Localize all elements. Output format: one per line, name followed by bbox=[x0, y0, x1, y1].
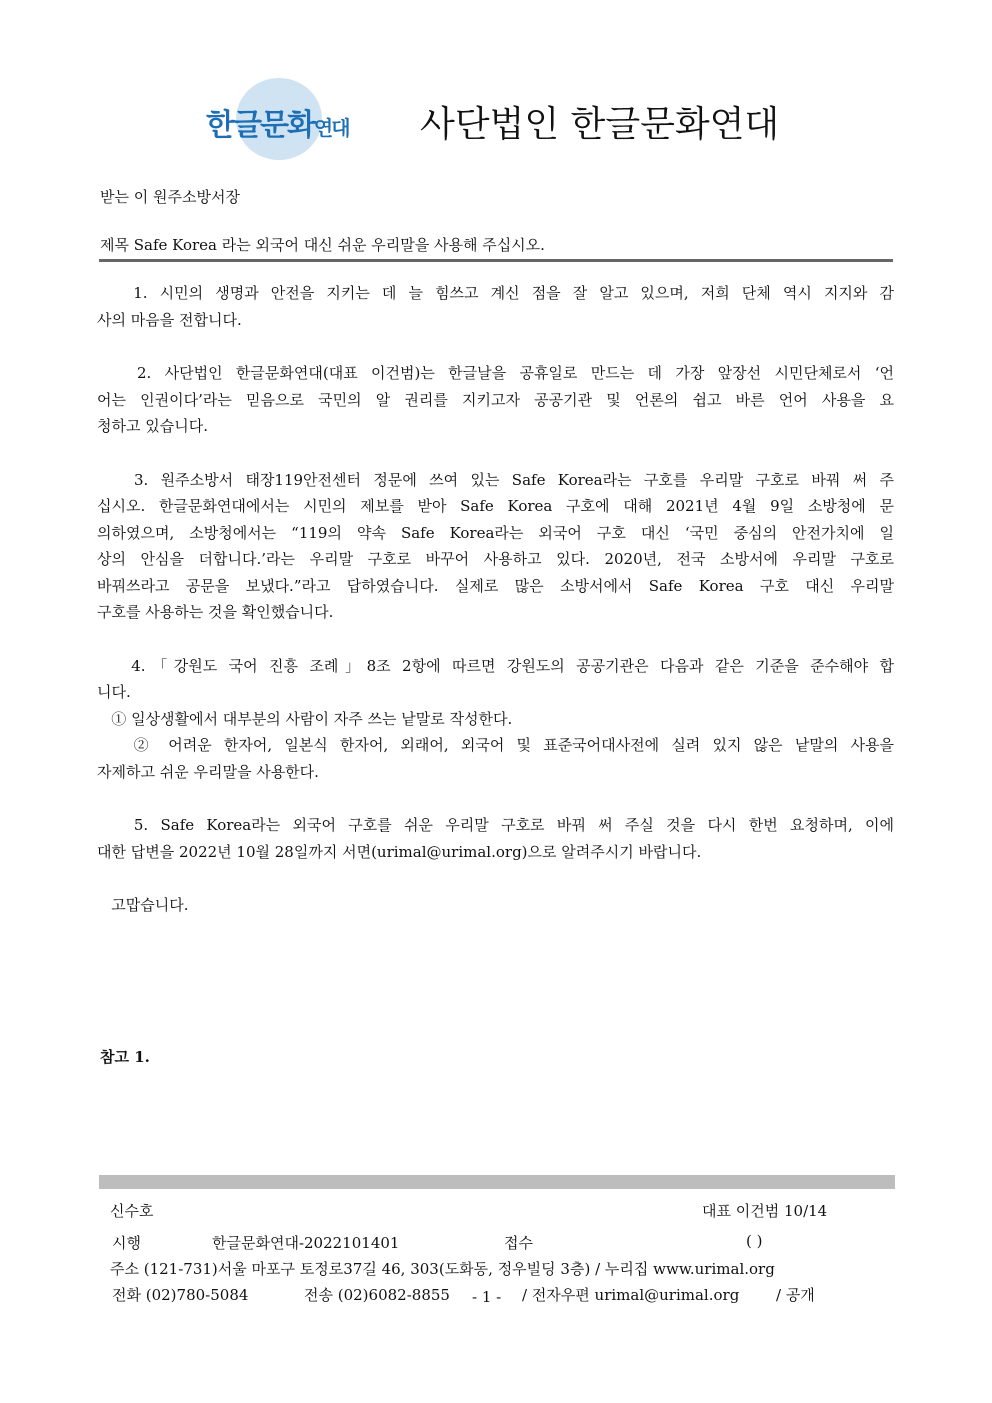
paragraph-6 bbox=[97, 892, 894, 919]
address: 주소 (121-731)서울 마포구 토정로37길 46, 303(도화동, 정우빌딩 3층) / 누리집 www.urimal.org bbox=[110, 1260, 775, 1278]
logo-text: 한글문화 bbox=[206, 108, 314, 143]
email: / 전자우편 urimal@urimal.org bbox=[522, 1286, 740, 1304]
text-line: 구호를 사용하는 것을 확인했습니다. bbox=[97, 603, 334, 621]
text-line: 바꿔쓰라고 공문을 보냈다.”라고 답하였습니다. 실제로 많은 소방서에서 Safe Korea 구호 대신 우리말 bbox=[97, 576, 894, 595]
text-line: 십시오. 한글문화연대에서는 시민의 제보를 받아 Safe Korea 구호에 대해 2021년 4월 9일 소방청에 문 bbox=[97, 497, 894, 515]
issue-number: 한글문화연대-2022101401 bbox=[212, 1234, 400, 1252]
recipient: 받는 이 원주소방서장 bbox=[100, 188, 240, 206]
text-line: 사의 마음을 전합니다. bbox=[97, 310, 242, 329]
issue-label: 시행 bbox=[112, 1234, 141, 1252]
text-line: 3. 원주소방서 태장119안전센터 정문에 쓰여 있는 Safe Korea라는 구호를 우리말 구호로 바꿔 써 주 bbox=[97, 470, 894, 489]
logo-text-small: 연대 bbox=[313, 116, 349, 140]
text-line: 대한 답변을 2022년 10월 28일까지 서면(urimal@urimal.org)으로 알려주시기 바랍니다. bbox=[97, 842, 702, 861]
text-line: 니다. bbox=[97, 683, 131, 701]
subject: 제목 Safe Korea 라는 외국어 대신 쉬운 우리말을 사용해 주십시오. bbox=[100, 236, 545, 254]
text-line: 2. 사단법인 한글문화연대(대표 이건범)는 한글날을 공휴일로 만드는 데 가장 앞장선 시민단체로서 ‘언 bbox=[97, 364, 894, 382]
text-line: 5. Safe Korea라는 외국어 구호를 쉬운 우리말 구호로 바꿔 써 주실 것을 다시 한번 요청하며, 이에 bbox=[97, 816, 894, 834]
letter-body bbox=[97, 280, 894, 919]
text-line: 자제하고 쉬운 우리말을 사용한다. bbox=[97, 762, 319, 781]
public-status: / 공개 bbox=[776, 1286, 815, 1304]
paragraph-4 bbox=[97, 653, 894, 786]
org-name: 사단법인 한글문화연대 bbox=[420, 104, 780, 145]
text-line: 4.「강원도 국어 진흥 조례」8조 2항에 따르면 강원도의 공공기관은 다음과 같은 기준을 준수해야 합 bbox=[97, 656, 894, 675]
sender: 신수호 bbox=[110, 1202, 154, 1220]
fax: 전송 (02)6082-8855 bbox=[304, 1286, 450, 1304]
text-line: 1. 시민의 생명과 안전을 지키는 데 늘 힘쓰고 계신 점을 잘 알고 있으며, 저희 단체 역시 지지와 감 bbox=[97, 284, 894, 302]
text-line: ② 어려운 한자어, 일본식 한자어, 외래어, 외국어 및 표준국어대사전에 실려 있지 않은 낱말의 사용을 bbox=[97, 736, 894, 754]
text-line: ① 일상생활에서 대부분의 사람이 자주 쓰는 낱말로 작성한다. bbox=[97, 709, 513, 728]
paragraph-2 bbox=[97, 360, 894, 440]
divider bbox=[99, 259, 893, 262]
paragraph-1 bbox=[97, 280, 894, 333]
receipt-label: 접수 bbox=[504, 1234, 533, 1252]
page-number: - 1 - bbox=[472, 1288, 502, 1306]
receipt-value: ( ) bbox=[746, 1232, 763, 1250]
text-line: 의하였으며, 소방청에서는 “119의 약속 Safe Korea라는 외국어 구호 대신 ‘국민 중심의 안전가치에 일 bbox=[97, 523, 894, 542]
representative: 대표 이건범 10/14 bbox=[702, 1202, 828, 1220]
text-line: 상의 안심을 더합니다.’라는 우리말 구호로 바꾸어 사용하고 있다. 2020년, 전국 소방서에 우리말 구호로 bbox=[97, 550, 894, 568]
phone: 전화 (02)780-5084 bbox=[112, 1286, 249, 1304]
text-line: 고맙습니다. bbox=[97, 896, 189, 914]
paragraph-3 bbox=[97, 467, 894, 626]
text-line: 어는 인권이다’라는 믿음으로 국민의 알 권리를 지키고자 공공기관 및 언론의 쉽고 바른 언어 사용을 요 bbox=[97, 390, 894, 409]
reference-label: 참고 1. bbox=[100, 1048, 150, 1066]
org-logo bbox=[200, 78, 390, 160]
text-line: 청하고 있습니다. bbox=[97, 417, 208, 435]
paragraph-5 bbox=[97, 812, 894, 865]
footer-bar bbox=[99, 1175, 895, 1189]
